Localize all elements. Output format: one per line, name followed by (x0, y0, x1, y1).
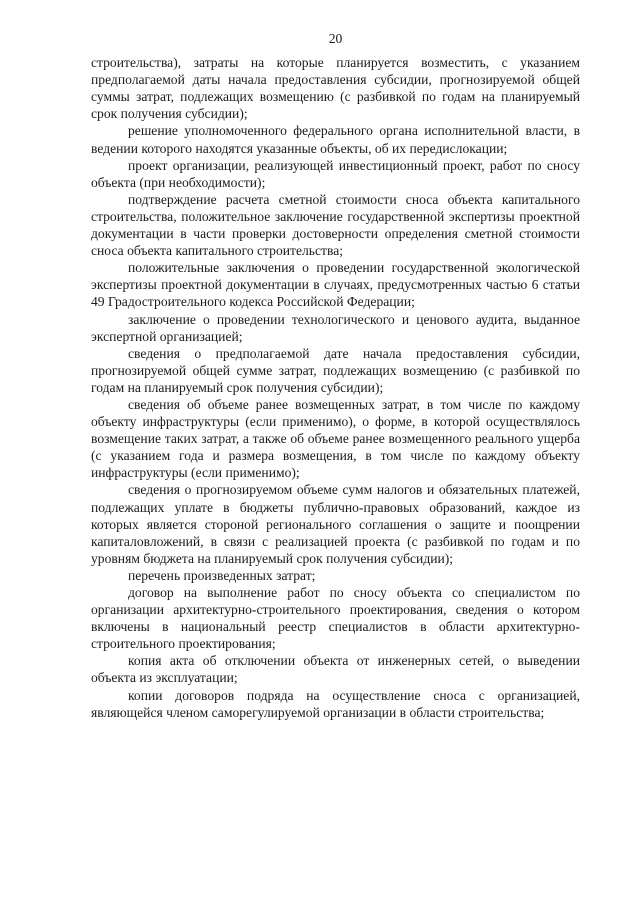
page-number: 20 (328, 31, 343, 46)
paragraph-subsidy-start-date: сведения о предполагаемой дате начала предоставления субсидии, прогнозируемой общей сумме затрат, подлежащих возмещению (с разбивкой по годам на планируемый срок получения субсидии); (91, 345, 580, 395)
paragraph-relocation-decision: решение уполномоченного федерального органа исполнительной власти, в ведении которого находятся указанные объекты, об их передислокации; (91, 123, 580, 156)
paragraph-ecological-expertise: положительные заключения о проведении государственной экологической экспертизы проектной документации в случаях, предусмотренных частью 6 статьи 49 Градостроительного кодекса Российской Федерации; (91, 260, 580, 310)
paragraph-demolition-contract: договор на выполнение работ по сносу объекта со специалистом по организации архитектурно-строительного проектирования, сведения о котором включены в национальный реестр специалистов в области архитектурно-строительного проектирования; (91, 585, 580, 652)
paragraph-demolition-project: проект организации, реализующей инвестиционный проект, работ по сносу объекта (при необходимости); (91, 157, 580, 190)
paragraph-disconnection-act: копия акта об отключении объекта от инженерных сетей, о выведении объекта из эксплуатации; (91, 653, 580, 686)
paragraph-technology-audit: заключение о проведении технологического и ценового аудита, выданное экспертной организацией; (91, 311, 580, 344)
paragraph-previous-compensation: сведения об объеме ранее возмещенных затрат, в том числе по каждому объекту инфраструктуры (если применимо), о форме, в которой осуществлялось возмещение таких затрат, а также об объеме ранее возмещенного реального ущерба (с указанием года и размера возмещения, в том числе по каждому объекту инфраструктуры (если применимо); (91, 396, 580, 481)
paragraph-cost-list: перечень произведенных затрат; (128, 567, 316, 583)
paragraph-contractor-agreements: копии договоров подряда на осуществление сноса с организацией, являющейся членом саморегулируемой организации в области строительства; (91, 687, 580, 720)
paragraph-cost-estimate: подтверждение расчета сметной стоимости сноса объекта капитального строительства, положительное заключение государственной экспертизы проектной документации в части проверки достоверности определения сметной стоимости сноса объекта капитального строительства; (91, 191, 580, 259)
paragraph-tax-forecast: сведения о прогнозируемом объеме сумм налогов и обязательных платежей, подлежащих уплате в бюджеты публично-правовых образований, каждое из которых является стороной регионального соглашения о защите и поощрении капиталовложений, в связи с реализацией проекта (с разбивкой по годам и по уровням бюджета на планируемый срок получения субсидии); (91, 482, 580, 566)
paragraph-continuation: строительства), затраты на которые планируется возместить, с указанием предполагаемой даты начала предоставления субсидии, прогнозируемой общей суммы затрат, подлежащих возмещению (с разбивкой по годам на планируемый срок получения субсидии); (91, 55, 580, 122)
